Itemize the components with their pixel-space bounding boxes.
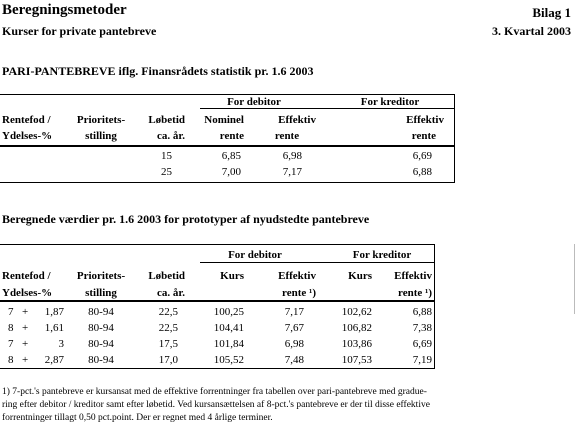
table1-col-nominel-2: rente xyxy=(219,130,244,142)
table2-ydelse: 3 xyxy=(58,338,64,350)
table2-plus: + xyxy=(22,354,29,366)
table1-eff: 7,17 xyxy=(282,166,302,178)
table1-col-rentefod-2: Ydelses-% xyxy=(2,130,53,142)
table2-lobetid: 17,0 xyxy=(158,354,178,366)
table1-col-eff-1: Effektiv xyxy=(278,114,316,126)
table2-bottom-border xyxy=(0,368,434,369)
table1-top-border xyxy=(0,94,454,95)
page-edge-mark xyxy=(574,244,575,314)
table2-col-lobetid-1: Løbetid xyxy=(148,270,185,282)
table1-kred: 6,88 xyxy=(412,166,432,178)
table1-col-lobetid-1: Løbetid xyxy=(148,114,185,126)
table2-heading: Beregnede værdier pr. 1.6 2003 for prototyper af nyudstedte pantebreve xyxy=(2,212,370,226)
table1-nominel: 6,85 xyxy=(221,150,241,162)
table2-kurs-kreditor: 106,82 xyxy=(341,322,372,334)
table2-right-border xyxy=(434,244,435,369)
table2-kurs-debitor: 105,52 xyxy=(213,354,244,366)
period-label: 3. Kvartal 2003 xyxy=(492,24,571,38)
table2-kurs-kreditor: 107,53 xyxy=(341,354,372,366)
footnote-line: 1) 7-pct.'s pantebreve er kursansat med de effektive forrentninger fra tabellen over pari-pantebreve med gradue- xyxy=(2,387,427,397)
table1-group-kreditor: For kreditor xyxy=(360,96,420,108)
table2-eff-kreditor: 6,69 xyxy=(412,338,432,350)
table2-kurs-debitor: 100,25 xyxy=(213,306,244,318)
table2-col-eff2-2: rente ¹) xyxy=(398,287,432,299)
table2-eff-kreditor: 7,19 xyxy=(412,354,432,366)
table1-bottom-border xyxy=(0,182,454,183)
table1-nominel: 7,00 xyxy=(221,166,241,178)
table2-col-prioritet-2: stilling xyxy=(85,287,117,299)
table2-col-lobetid-2: ca. år. xyxy=(156,287,185,299)
table2-kurs-kreditor: 103,86 xyxy=(341,338,372,350)
table2-prioritet: 80-94 xyxy=(88,322,114,334)
table2-eff-kreditor: 6,88 xyxy=(412,306,432,318)
table2-col-kurs2: Kurs xyxy=(348,270,372,282)
table2-col-rentefod-2: Ydelses-% xyxy=(2,287,53,299)
table1-col-kred-2: rente xyxy=(411,130,436,142)
table1-col-nominel-1: Nominel xyxy=(204,114,244,126)
table2-ydelse: 1,87 xyxy=(44,306,64,318)
table1-col-prioritet-1: Prioritets- xyxy=(76,114,126,126)
table2-rente: 8 xyxy=(8,354,14,366)
table2-lobetid: 22,5 xyxy=(158,322,178,334)
table2-col-rentefod-1: Rentefod / xyxy=(2,270,51,282)
table1-eff: 6,98 xyxy=(282,150,302,162)
table2-ydelse: 2,87 xyxy=(44,354,64,366)
document-subtitle: Kurser for private pantebreve xyxy=(2,24,157,38)
table2-prioritet: 80-94 xyxy=(88,338,114,350)
table2-plus: + xyxy=(22,306,29,318)
table2-rente: 7 xyxy=(8,338,14,350)
table1-col-eff-2: rente xyxy=(274,130,300,142)
table1-col-prioritet-2: stilling xyxy=(85,130,117,142)
footnote-line: forrentninger tillagt 0,50 pct.point. Der er regnet med 4 årlige terminer. xyxy=(2,413,273,423)
table2-group-debitor: For debitor xyxy=(228,249,282,261)
table1-lobetid: 15 xyxy=(161,150,172,162)
table1-right-border xyxy=(454,94,455,183)
table1-header-divider xyxy=(0,145,454,147)
table2-lobetid: 17,5 xyxy=(158,338,178,350)
table2-header-divider xyxy=(0,300,434,302)
table2-col-kurs: Kurs xyxy=(220,270,244,282)
table2-prioritet: 80-94 xyxy=(88,354,114,366)
table2-kurs-debitor: 101,84 xyxy=(213,338,244,350)
table2-rente: 8 xyxy=(8,322,14,334)
table1-lobetid: 25 xyxy=(161,166,172,178)
table1-col-rentefod-1: Rentefod / xyxy=(2,114,51,126)
table2-col-eff-2: rente ¹) xyxy=(282,287,316,299)
table2-eff-debitor: 7,17 xyxy=(284,306,304,318)
document-title: Beregningsmetoder xyxy=(2,2,127,18)
table1-heading: PARI-PANTEBREVE iflg. Finansrådets statistik pr. 1.6 2003 xyxy=(2,64,314,78)
table2-rente: 7 xyxy=(8,306,14,318)
table2-plus: + xyxy=(22,338,29,350)
table2-lobetid: 22,5 xyxy=(158,306,178,318)
table1-col-lobetid-2: ca. år. xyxy=(156,130,185,142)
table2-group-divider xyxy=(200,262,434,263)
table2-group-kreditor: For kreditor xyxy=(352,249,412,261)
table1-kred: 6,69 xyxy=(412,150,432,162)
table2-eff-debitor: 6,98 xyxy=(284,338,304,350)
table2-col-eff-1: Effektiv xyxy=(278,270,316,282)
table2-eff-kreditor: 7,38 xyxy=(412,322,432,334)
table2-col-eff2-1: Effektiv xyxy=(394,270,432,282)
table2-eff-debitor: 7,48 xyxy=(284,354,304,366)
bilag-label: Bilag 1 xyxy=(532,5,571,20)
table2-prioritet: 80-94 xyxy=(88,306,114,318)
table2-eff-debitor: 7,67 xyxy=(284,322,304,334)
table2-kurs-kreditor: 102,62 xyxy=(341,306,372,318)
table2-col-prioritet-1: Prioritets- xyxy=(76,270,126,282)
table1-group-debitor: For debitor xyxy=(227,96,281,108)
table2-plus: + xyxy=(22,322,29,334)
footnote-line: ring efter debitor / kreditor samt efter løbetid. Ved kursansættelsen af 8-pct.'s pantebreve er der til disse effektive xyxy=(2,400,430,410)
table1-col-kred-1: Effektiv xyxy=(406,114,444,126)
table2-top-border xyxy=(0,244,434,245)
table2-kurs-debitor: 104,41 xyxy=(213,322,244,334)
table2-ydelse: 1,61 xyxy=(44,322,64,334)
